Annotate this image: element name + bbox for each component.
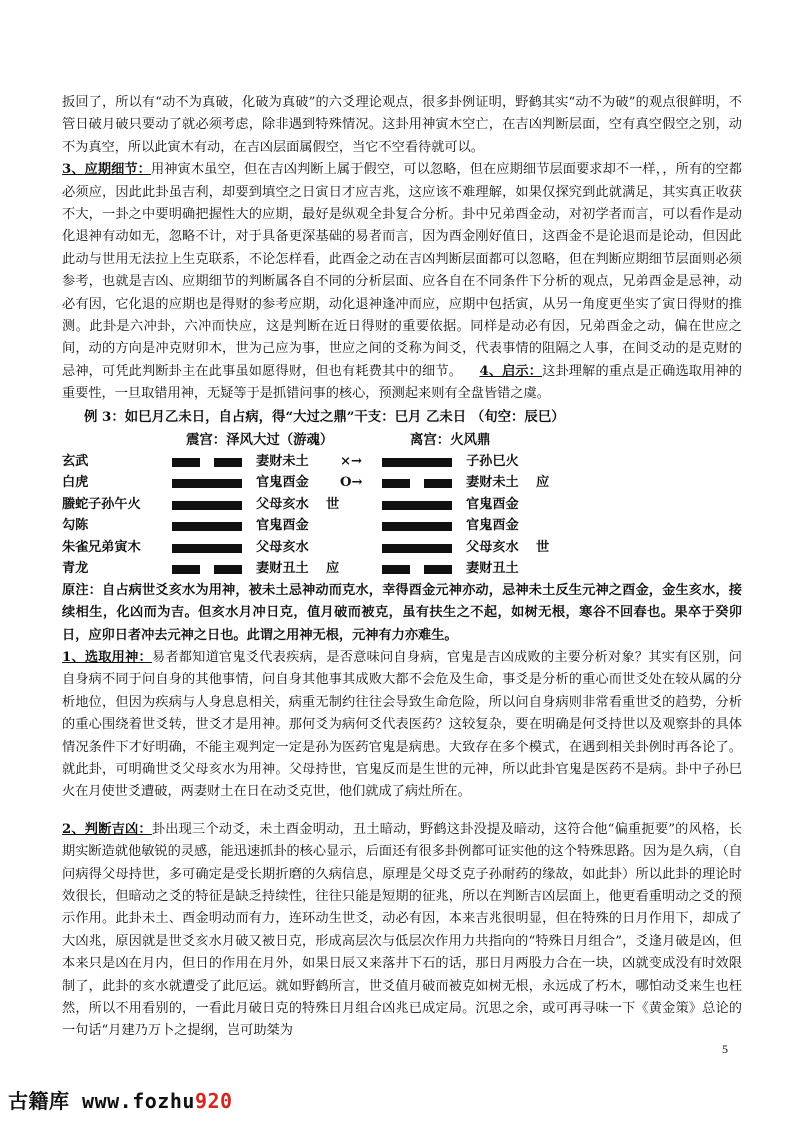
yao-label-right: 妻财未土	[466, 475, 519, 491]
shi-ying-right: 应	[536, 475, 550, 491]
palace-header	[62, 429, 742, 451]
hexagram-row	[62, 537, 742, 559]
section-body: 这卦理解的重点是正确选取用神的重要性，一旦取错用神，无疑等于是抓错问事的核心，预测起来则有全盘皆错之虞。	[62, 363, 742, 402]
section-heading: 3、应期细节：	[62, 162, 151, 178]
yao-label-left: 父母亥水	[256, 539, 309, 555]
hexagram-row	[62, 494, 742, 516]
yao-label-right: 父母亥水	[466, 539, 519, 555]
hexagram-table	[62, 451, 742, 580]
site-watermark: 古籍库 www.fozhu920	[8, 1089, 233, 1113]
section-heading: 2、判断吉凶：	[62, 821, 152, 837]
yao-label-right: 官鬼酉金	[466, 518, 519, 534]
six-spirit-label: 白虎	[62, 475, 89, 491]
yao-label-right: 妻财丑土	[466, 561, 519, 577]
six-spirit-label: 勾陈	[62, 518, 89, 534]
hexagram-row	[62, 451, 742, 473]
section-select-yongshen	[62, 647, 742, 804]
section-body: 卦出现三个动爻，未土酉金明动，丑土暗动，野鹤这卦没提及暗动，这符合他“偏重扼要”的风格，长期实断造就他敏锐的灵感，能迅速抓卦的核心显示，后面还有很多卦例都可证实他的这个特殊思路。因为是久病，（自问病得父母持世，多可确定是受长期折磨的久病信息，原理是父母爻克子孙耐药的缘故，如此卦）所以此卦的理论时效很长，但暗动之爻的特征是缺乏持续性，往往只能是短期的征兆，所以在判断吉凶层面上，他更看重明动之爻的预示作用。此卦未土、酉金明动而有力，连环动生世爻，动必有因，本来吉兆很明显，但在特殊的日月作用下，却成了大凶兆，原因就是世爻亥水月破又被日克，形成高层次与低层次作用力共指向的“特殊日月组合”，爻逢月破是凶，但本来只是凶在月内，但日的作用在月外，如果日辰又来落井下石的话，那日月两股力合在一块，凶就变成没有时效限制了，此卦的亥水就遭受了此厄运。就如野鹤所言，世爻值月破而被克如树无根，永远成了朽木，哪怕动爻来生也枉然，所以不用看别的，一看此月破日克的特殊日月组合凶兆已成定局。沉思之余，或可再寻味一下《黄金策》总论的一句话“月建乃万卜之提纲，岂可助桀为	[62, 821, 742, 1039]
yao-label-right: 官鬼酉金	[466, 496, 519, 512]
shi-ying-left: 世	[326, 496, 340, 512]
page-number: 5	[722, 1042, 728, 1056]
section-judge	[62, 819, 742, 1043]
yao-label-left: 妻财丑土	[256, 561, 309, 577]
yao-label-left: 官鬼酉金	[256, 475, 309, 491]
original-note: 原注：自占病世爻亥水为用神，被未土忌神动而克水，幸得酉金元神亦动，忌神未土反生元神之酉金，金生亥水，接续相生，化凶而为吉。但亥水月冲日克，值月破而被克，虽有扶生之不起，如树无根，寒谷不回春也。果卒于癸卯日，应卯日者冲去元神之日也。此谓之用神无根，元神有力亦难生。	[62, 582, 742, 643]
example-title: 例 3：如巳月乙未日，自占病，得“大过之鼎”干支：巳月 乙未日 （旬空：辰巳）	[84, 408, 565, 425]
document-page	[62, 92, 742, 1043]
yao-label-left: 官鬼酉金	[256, 518, 309, 534]
hidden-spirit-label: 兄弟寅木	[88, 539, 141, 555]
six-spirit-label: 青龙	[62, 561, 89, 577]
palace-right: 离宫：火风鼎	[410, 431, 491, 448]
section-timing	[62, 159, 742, 405]
yao-label-right: 子孙巳火	[466, 453, 519, 469]
six-spirit-label: 螣蛇	[62, 496, 89, 512]
section-body: 用神寅木虽空，但在吉凶判断上属于假空，可以忽略，但在应期细节层面要求却不一样，，所有的空都必须应，因此此卦虽吉利，却要到填空之日寅日才应吉兆，这应该不难理解，如果仅探究到此就满足，其实真正收获不大，一卦之中要明确把握性大的应期，最好是纵观全卦复合分析。卦中兄弟酉金动，对初学者而言，可以看作是动化退神有动如无，忽略不计，对于具备更深基础的易者而言，因为酉金刚好值日，这酉金不是论退而是论动，但因此此动与世用无法拉上生克联系，不论怎样看，此酉金之动在吉凶判断层面都可以忽略，但在判断应期细节层面则必须参考，也就是吉凶、应期细节的判断属各自不同的分析层面、应各自在不同条件下分析的观点，兄弟酉金是忌神，动必有因，它化退的应期也是得财的参考应期，动化退神逢冲而应，应期中包括寅，从另一角度更坐实了寅日得财的推测。此卦是六冲卦，六冲而快应，这是判断在近日得财的重要依据。同样是动必有因，兄弟酉金之动，偏在世应之间，动的方向是冲克财卯木，世为己应为事，世应之间的爻称为间爻，代表事情的阻隔之人事，在间爻动的是克财的忌神，可凭此判断卦主在此事虽如愿得财，但也有耗费其中的细节。	[62, 162, 742, 379]
hexagram-row	[62, 472, 742, 494]
palace-left: 震宫：泽风大过（游魂）	[186, 431, 334, 448]
hidden-spirit-label: 子孙午火	[88, 496, 141, 512]
paragraph-intro: 扳回了，所以有“动不为真破，化破为真破”的六爻理论观点，很多卦例证明，野鹤其实“动不为破”的观点很鲜明，不管日破月破只要动了就必须考虑，除非遇到特殊情况。这卦用神寅木空亡，在吉凶判断层面，空有真空假空之别，动不为真空，所以此寅木有动，在吉凶层面属假空，当它不空看待就可以。	[62, 95, 742, 155]
yao-label-left: 妻财未土	[256, 453, 309, 469]
section-heading: 1、选取用神：	[62, 649, 152, 665]
hexagram-row	[62, 558, 742, 580]
shi-ying-right: 世	[536, 539, 550, 555]
moving-mark: O→	[340, 475, 363, 491]
moving-mark: ×→	[340, 453, 363, 469]
yao-label-left: 父母亥水	[256, 496, 309, 512]
shi-ying-left: 应	[326, 561, 340, 577]
six-spirit-label: 玄武	[62, 453, 89, 469]
six-spirit-label: 朱雀	[62, 539, 89, 555]
hexagram-row	[62, 515, 742, 537]
section-body: 易者都知道官鬼爻代表疾病，是否意味问自身病，官鬼是吉凶成败的主要分析对象？其实有区别，问自身病不同于问自身的其他事情，问自身其他事其成败大都不会危及生命，事爻是分析的重心而世爻处在较从属的分析地位，但因为疾病与人身息息相关，病重无制约往往会导致生命危险，所以问自身病则非常看重世爻的趋势，分析的重心围绕着世爻转，世爻才是用神。那何爻为病何爻代表医药？这较复杂，要在明确是何爻持世以及观察卦的具体情况条件下才好明确，不能主观判定一定是孙为医药官鬼是病患。大致存在多个模式，在遇到相关卦例时再各论了。就此卦，可明确世爻父母亥水为用神。父母持世，官鬼反而是生世的元神，所以此卦官鬼是医药不是病。卦中子孙巳火在月使世爻遭破，两妻财土在日在动爻克世，他们就成了病灶所在。	[62, 649, 742, 800]
section-heading: 4、启示：	[479, 363, 543, 379]
